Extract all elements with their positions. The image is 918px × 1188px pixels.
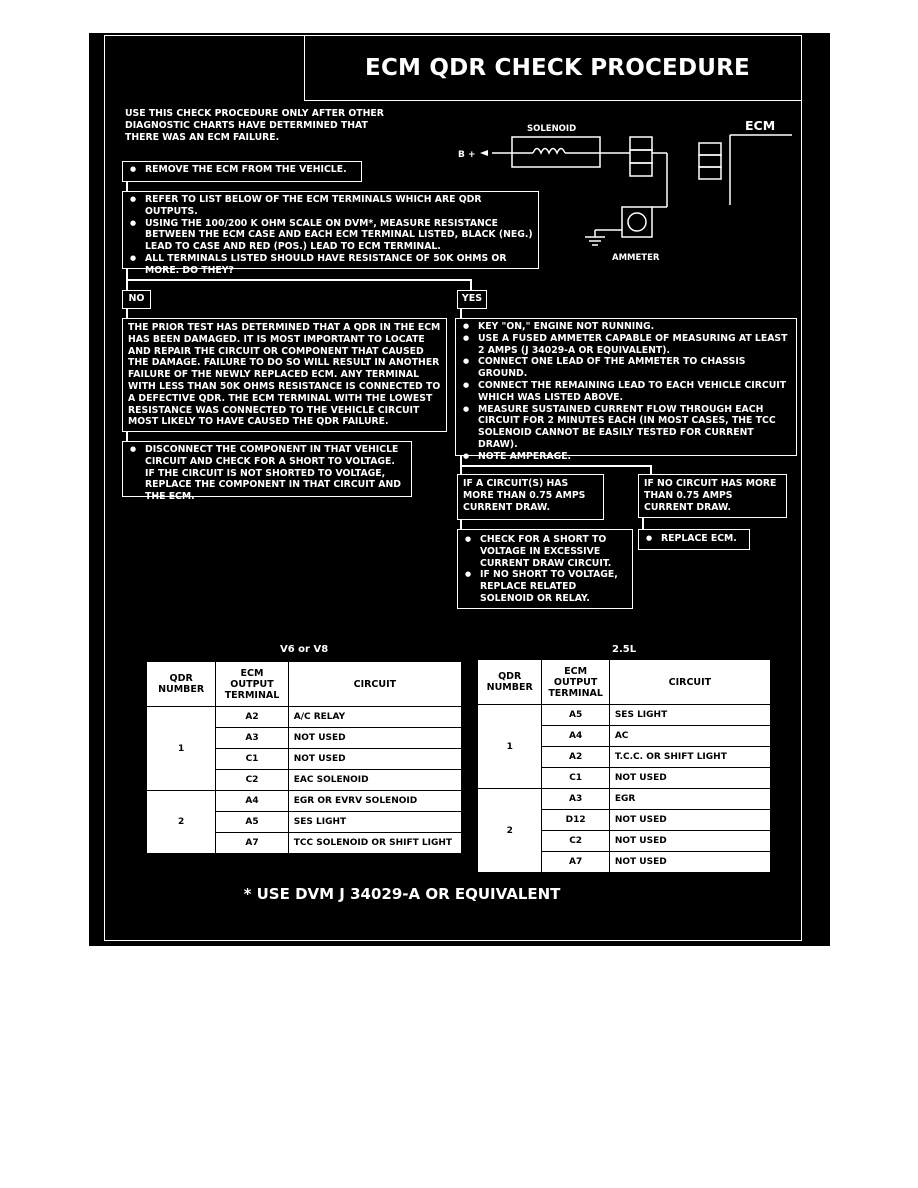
check-step-1: ● REFER TO LIST BELOW OF THE ECM TERMINALS WHICH ARE QDR OUTPUTS. bbox=[123, 194, 534, 218]
header-circuit: CIRCUIT bbox=[609, 660, 770, 705]
qdr-number-cell: 2 bbox=[147, 791, 216, 854]
ammeter-label: AMMETER bbox=[612, 253, 660, 263]
ammeter-icon bbox=[622, 207, 652, 237]
terminal-cell: A7 bbox=[216, 833, 288, 854]
ecm-connector-icon bbox=[699, 143, 721, 155]
header-circuit: CIRCUIT bbox=[288, 662, 461, 707]
more-draw-text: IF A CIRCUIT(S) HAS MORE THAN 0.75 AMPS CURRENT DRAW. bbox=[463, 478, 586, 513]
terminal-cell: D12 bbox=[542, 810, 609, 831]
qdr-number-cell: 1 bbox=[478, 705, 542, 789]
no-draw-text: IF NO CIRCUIT HAS MORE THAN 0.75 AMPS CURRENT DRAW. bbox=[644, 478, 777, 513]
check-step-3: ● ALL TERMINALS LISTED SHOULD HAVE RESISTANCE OF 50K OHMS OR MORE. DO THEY? bbox=[123, 253, 534, 277]
solenoid-label: SOLENOID bbox=[527, 124, 577, 134]
terminal-cell: C2 bbox=[542, 831, 609, 852]
yes-steps-box bbox=[455, 318, 797, 462]
qdr-number-cell: 1 bbox=[147, 707, 216, 791]
circuit-cell: NOT USED bbox=[609, 831, 770, 852]
ecm-label: ECM bbox=[745, 118, 776, 133]
terminal-cell: A3 bbox=[216, 728, 288, 749]
short-check-step-1: ● CHECK FOR A SHORT TO VOLTAGE IN EXCESSIVE CURRENT DRAW CIRCUIT. bbox=[458, 534, 628, 569]
no-result-text: THE PRIOR TEST HAS DETERMINED THAT A QDR IN THE ECM HAS BEEN DAMAGED. IT IS MOST IMPORTANT TO LOCATE AND REPAIR THE CIRCUIT OR COMPONENT THAT CAUSED THE DAMAGE. FAILURE TO DO SO WILL RESULT IN ANOTHER FAILURE OF THE NEWLY REPLACED ECM. ANY TERMINAL WITH LESS THAN 50K OHMS RESISTANCE IS CONNECTED TO A DEFECTIVE QDR. THE ECM TERMINAL WITH THE LOWEST RESISTANCE WAS CONNECTED TO THE VEHICLE CIRCUIT MOST LIKELY TO HAVE CAUSED THE QDR FAILURE. bbox=[128, 322, 441, 428]
circuit-cell: NOT USED bbox=[609, 852, 770, 873]
circuit-cell: T.C.C. OR SHIFT LIGHT bbox=[609, 747, 770, 768]
terminal-cell: C1 bbox=[542, 768, 609, 789]
yes-step-1: ● KEY "ON," ENGINE NOT RUNNING. bbox=[456, 321, 794, 333]
no-action-text: ● DISCONNECT THE COMPONENT IN THAT VEHICLE CIRCUIT AND CHECK FOR A SHORT TO VOLTAGE. IF THE CIRCUIT IS NOT SHORTED TO VOLTAGE, REPLACE THE COMPONENT IN THAT CIRCUIT AND THE ECM. bbox=[123, 444, 407, 503]
short-check-step-2: ● IF NO SHORT TO VOLTAGE, REPLACE RELATED SOLENOID OR RELAY. bbox=[458, 569, 628, 604]
replace-ecm-text: ● REPLACE ECM. bbox=[639, 533, 749, 545]
terminal-cell: A5 bbox=[216, 812, 288, 833]
title-box bbox=[304, 35, 802, 101]
header-terminal: ECM OUTPUT TERMINAL bbox=[542, 660, 609, 705]
terminal-cell: A2 bbox=[542, 747, 609, 768]
no-branch-label: NO bbox=[122, 290, 151, 309]
header-qdr: QDR NUMBER bbox=[147, 662, 216, 707]
terminal-cell: C1 bbox=[216, 749, 288, 770]
circuit-cell: NOT USED bbox=[609, 768, 770, 789]
yes-step-6: ● NOTE AMPERAGE. bbox=[456, 451, 794, 463]
circuit-cell: EGR OR EVRV SOLENOID bbox=[288, 791, 461, 812]
circuit-cell: TCC SOLENOID OR SHIFT LIGHT bbox=[288, 833, 461, 854]
flow-line bbox=[460, 465, 652, 467]
yes-branch-label: YES bbox=[457, 290, 487, 309]
circuit-cell: AC bbox=[609, 726, 770, 747]
resistance-check-step bbox=[122, 191, 539, 276]
table-row bbox=[478, 789, 771, 810]
circuit-cell: EGR bbox=[609, 789, 770, 810]
terminal-cell: A3 bbox=[542, 789, 609, 810]
header-terminal: ECM OUTPUT TERMINAL bbox=[216, 662, 288, 707]
header-qdr: QDR NUMBER bbox=[478, 660, 542, 705]
flow-line bbox=[642, 518, 644, 529]
terminal-cell: A2 bbox=[216, 707, 288, 728]
replace-ecm-box bbox=[638, 529, 750, 550]
short-check-box bbox=[457, 529, 633, 609]
table-row bbox=[478, 705, 771, 726]
intro-text: USE THIS CHECK PROCEDURE ONLY AFTER OTHER DIAGNOSTIC CHARTS HAVE DETERMINED THAT THERE WAS AN ECM FAILURE. bbox=[125, 108, 384, 143]
terminal-cell: A7 bbox=[542, 852, 609, 873]
remove-ecm-step bbox=[122, 161, 362, 182]
l25-table-label: 2.5L bbox=[612, 644, 637, 655]
remove-ecm-text: ● REMOVE THE ECM FROM THE VEHICLE. bbox=[123, 164, 361, 176]
flow-line bbox=[126, 279, 472, 281]
table-row bbox=[147, 791, 462, 812]
table-row bbox=[147, 707, 462, 728]
circuit-cell: NOT USED bbox=[288, 728, 461, 749]
yes-step-4: ● CONNECT THE REMAINING LEAD TO EACH VEHICLE CIRCUIT WHICH WAS LISTED ABOVE. bbox=[456, 380, 794, 404]
more-draw-box bbox=[457, 474, 604, 520]
connector-icon bbox=[630, 137, 652, 150]
footnote: * USE DVM J 34029-A OR EQUIVALENT bbox=[243, 885, 561, 903]
table-header-row bbox=[147, 662, 462, 707]
no-action-box bbox=[122, 441, 412, 503]
terminal-cell: A4 bbox=[542, 726, 609, 747]
yes-step-3: ● CONNECT ONE LEAD OF THE AMMETER TO CHASSIS GROUND. bbox=[456, 356, 794, 380]
page-title: ECM QDR CHECK PROCEDURE bbox=[365, 54, 750, 81]
v6v8-qdr-table bbox=[146, 661, 462, 854]
circuit-cell: NOT USED bbox=[609, 810, 770, 831]
table-header-row bbox=[478, 660, 771, 705]
terminal-cell: C2 bbox=[216, 770, 288, 791]
l25-qdr-table bbox=[477, 659, 771, 873]
circuit-cell: NOT USED bbox=[288, 749, 461, 770]
no-result-box bbox=[122, 318, 447, 432]
yes-step-2: ● USE A FUSED AMMETER CAPABLE OF MEASURING AT LEAST 2 AMPS (J 34029-A OR EQUIVALENT). bbox=[456, 333, 794, 357]
yes-step-5: ● MEASURE SUSTAINED CURRENT FLOW THROUGH EACH CIRCUIT FOR 2 MINUTES EACH (IN MOST CASES, THE TCC SOLENOID CANNOT BE EASILY TESTED FOR CURRENT DRAW). bbox=[456, 404, 794, 451]
circuit-cell: SES LIGHT bbox=[288, 812, 461, 833]
battery-label: B + bbox=[458, 150, 476, 160]
circuit-cell: A/C RELAY bbox=[288, 707, 461, 728]
qdr-number-cell: 2 bbox=[478, 789, 542, 873]
circuit-cell: EAC SOLENOID bbox=[288, 770, 461, 791]
circuit-cell: SES LIGHT bbox=[609, 705, 770, 726]
no-draw-box bbox=[638, 474, 787, 518]
check-step-2: ● USING THE 100/200 K OHM SCALE ON DVM*, MEASURE RESISTANCE BETWEEN THE ECM CASE AND EACH ECM TERMINAL LISTED, BLACK (NEG.) LEAD TO CASE AND RED (POS.) LEAD TO ECM TERMINAL. bbox=[123, 218, 534, 253]
terminal-cell: A4 bbox=[216, 791, 288, 812]
terminal-cell: A5 bbox=[542, 705, 609, 726]
v6v8-table-label: V6 or V8 bbox=[280, 644, 329, 655]
